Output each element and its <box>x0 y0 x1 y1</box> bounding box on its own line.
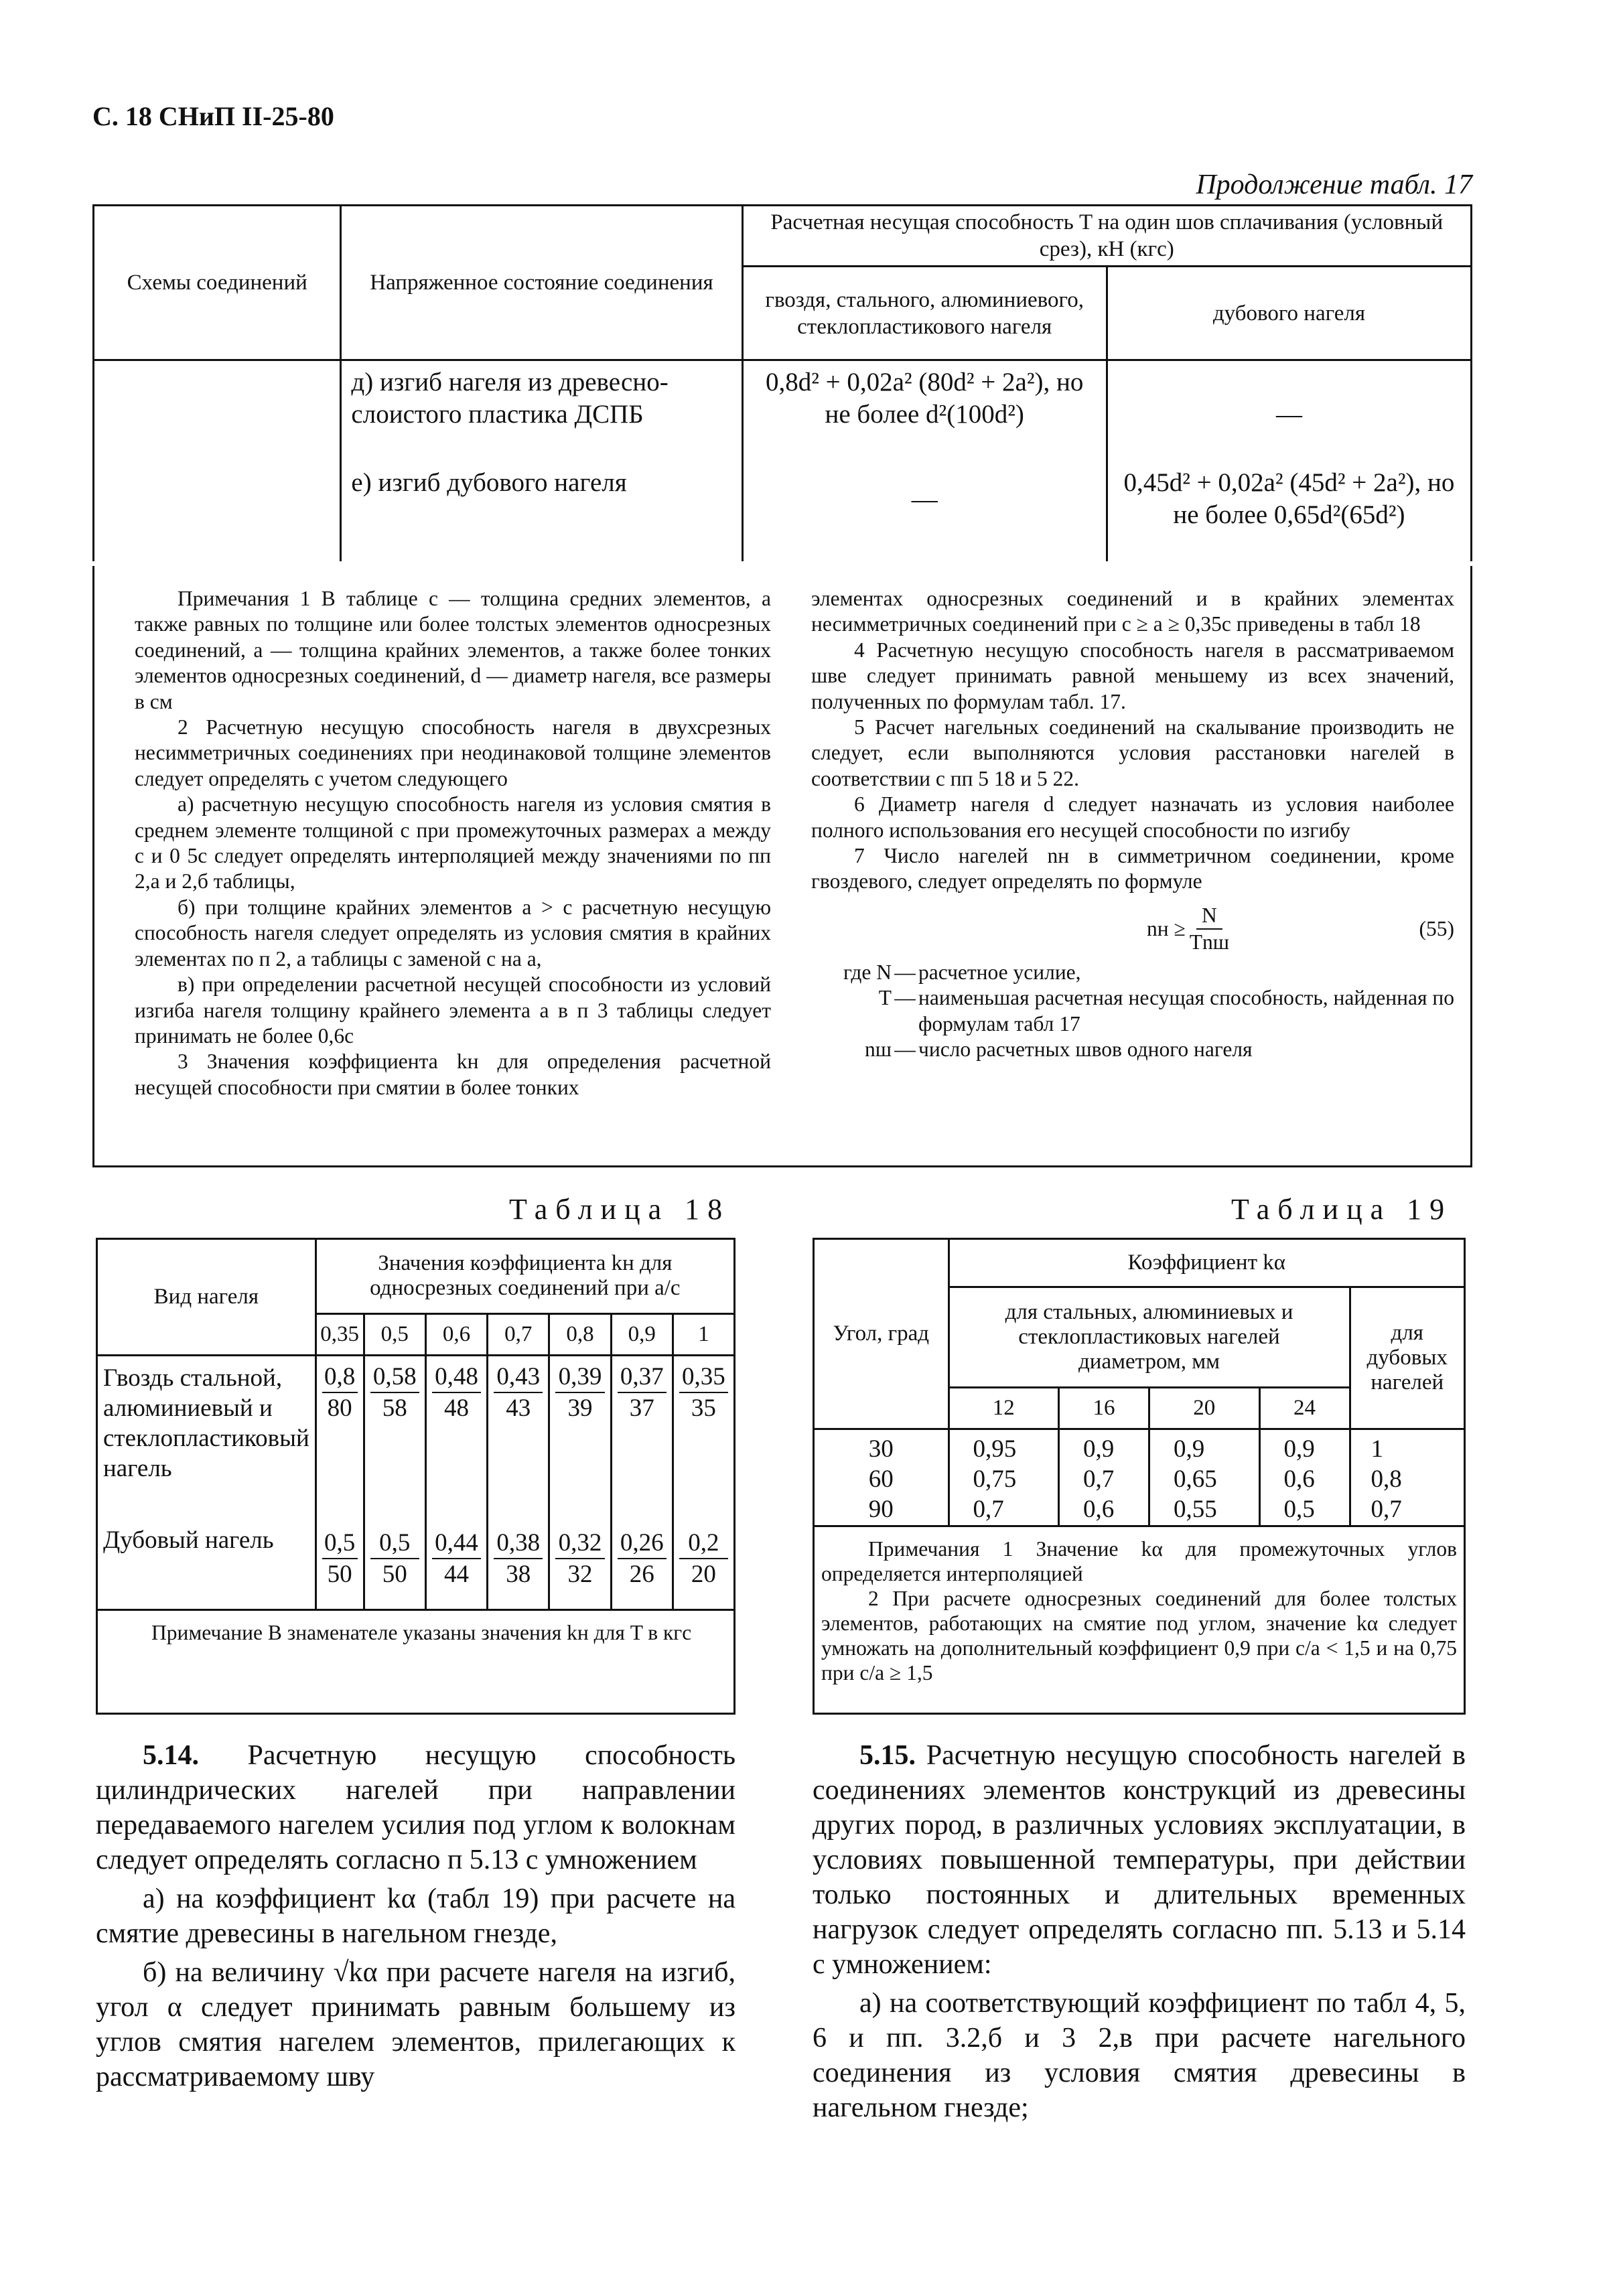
note-2: 2 Расчетную несущую способность нагеля в двухсрезных несимметричных соединениях при неодинаковой толщине элементов следует определять с учетом следующего <box>135 715 771 790</box>
row-d-nail: 0,8d² + 0,02a² (80d² + 2a²), но не более d²(100d²) <box>765 368 1084 429</box>
t18-col-group: Значения коэффициента kн для односрезных соединений при a/c <box>315 1240 733 1313</box>
t18-denominator: 50 <box>327 1561 352 1588</box>
note-3-cont: элементах односрезных соединений и в крайних элементах несимметричных соединений при c ≥ a ≥ 0,35c приведены в табл 18 <box>811 587 1454 636</box>
col-header-oak: дубового нагеля <box>1107 267 1471 360</box>
t18-denominator: 37 <box>629 1394 654 1422</box>
section-number: 5.15. <box>859 1740 916 1771</box>
t18-fraction-cell <box>611 1355 673 1522</box>
formula-fraction <box>1190 903 1229 956</box>
t19-value: 0,8 <box>1371 1465 1402 1493</box>
table-continuation-label: Продолжение табл. 17 <box>1196 169 1472 200</box>
t19-angle: 90 <box>868 1495 894 1523</box>
section-5-15-intro: Расчетную несущую способность нагелей в соединениях элементов конструкций из древесины других пород, в различных условиях эксплуатации, в условиях повышенной температуры, при действии только постоянных и длительных временных нагрузок следует определять согласно пп. 5.13 и 5.14 с умножением: <box>813 1740 1466 1980</box>
t18-fraction-cell <box>549 1355 611 1522</box>
formula-number: (55) <box>1419 917 1454 941</box>
t18-denominator: 48 <box>443 1394 469 1422</box>
t19-value: 0,95 <box>973 1435 1017 1463</box>
t18-fraction-cell <box>315 1355 364 1522</box>
section-5-15-a: а) на соответствующий коэффициент по табл 4, 5, 6 и пп. 3.2,б и 3 2,в при расчете нагельного соединения из условия смятия древесины в нагельном гнезде; <box>813 1988 1466 2123</box>
t18-numerator: 0,58 <box>370 1362 419 1393</box>
t18-fraction-cell <box>488 1522 549 1609</box>
t18-numerator: 0,2 <box>679 1528 728 1559</box>
row-d-state: д) изгиб нагеля из древесно-слоистого пластика ДСПБ <box>351 368 669 429</box>
t18-ratio: 0,6 <box>425 1313 487 1355</box>
t19-col <box>949 1429 1059 1526</box>
legend-def: наименьшая расчетная несущая способность, найденная по формулам табл 17 <box>918 986 1454 1035</box>
t19-diam: 16 <box>1059 1387 1149 1429</box>
note-7: 7 Число нагелей nн в симметричном соединении, кроме гвоздевого, следует определять по формуле <box>811 844 1454 893</box>
stress-state-cell <box>341 360 742 561</box>
col-header-schemes: Схемы соединений <box>94 206 341 360</box>
col-header-capacity: Расчетная несущая способность T на один шов сплачивания (условный срез), кН (кгс) <box>742 206 1472 267</box>
table-18 <box>96 1238 735 1715</box>
section-number: 5.14. <box>143 1740 199 1771</box>
t18-fraction-cell <box>364 1355 425 1522</box>
legend-symbol: nш <box>864 1037 892 1061</box>
t18-denominator: 20 <box>691 1561 716 1588</box>
section-5-15 <box>813 1738 1466 2125</box>
table-18-caption: Таблица 18 <box>509 1193 731 1226</box>
t18-ratio: 0,35 <box>315 1313 364 1355</box>
t18-denominator: 26 <box>629 1561 654 1588</box>
t19-value: 0,9 <box>1083 1435 1115 1463</box>
nail-capacity-cell <box>742 360 1107 561</box>
t19-value: 0,7 <box>1371 1495 1402 1523</box>
table-19-caption: Таблица 19 <box>1231 1193 1453 1226</box>
table-19 <box>813 1238 1466 1715</box>
t18-row-name: Дубовый нагель <box>98 1522 315 1609</box>
t19-note-2: 2 При расчете односрезных соединений для более толстых элементов, работающих на смятие под углом, значение kα следует умножать на дополнительный коэффициент 0,9 при c/a < 1,5 и на 0,75 при c/a ≥ 1,5 <box>821 1586 1457 1684</box>
t18-col-type: Вид нагеля <box>98 1240 315 1355</box>
t19-value: 0,9 <box>1283 1435 1315 1463</box>
oak-capacity-cell <box>1107 360 1471 561</box>
t18-fraction-cell <box>425 1522 487 1609</box>
t18-fraction-cell <box>488 1355 549 1522</box>
formula-legend: где N — расчетное усилие, T — наименьшая расчетная несущая способность, найденная по формулам табл 17 nш — число расчетных швов одного нагеля <box>811 960 1454 1063</box>
t19-value: 0,55 <box>1173 1495 1217 1523</box>
formula-denominator: Tnш <box>1189 930 1229 954</box>
note-6: 6 Диаметр нагеля d следует назначать из условия наиболее полного использования его несущей способности по изгибу <box>811 792 1454 842</box>
schemes-cell <box>94 360 341 561</box>
formula-lhs: nн ≥ <box>1146 917 1186 941</box>
notes-left-column <box>135 586 771 1100</box>
t19-col-group: Коэффициент kα <box>949 1240 1464 1287</box>
t19-angle: 30 <box>868 1435 894 1463</box>
t18-denominator: 39 <box>567 1394 593 1422</box>
t19-value: 0,5 <box>1283 1495 1315 1523</box>
t19-angles <box>815 1429 949 1526</box>
t18-numerator: 0,32 <box>555 1528 604 1559</box>
section-5-14-a: а) на коэффициент kα (табл 19) при расчете на смятие древесины в нагельном гнезде, <box>96 1883 735 1949</box>
notes-right-column <box>811 586 1454 1062</box>
formula-numerator: N <box>1196 903 1222 930</box>
t18-numerator: 0,38 <box>494 1528 543 1559</box>
t18-fraction-cell <box>673 1522 733 1609</box>
t18-numerator: 0,48 <box>432 1362 481 1393</box>
t18-numerator: 0,37 <box>618 1362 667 1393</box>
legend-def: расчетное усилие, <box>918 960 1081 984</box>
t18-ratio: 0,8 <box>549 1313 611 1355</box>
t19-angle: 60 <box>868 1465 894 1493</box>
t18-numerator: 0,35 <box>679 1362 728 1393</box>
t19-value: 0,65 <box>1173 1465 1217 1493</box>
t19-value: 0,75 <box>973 1465 1017 1493</box>
t19-value: 0,7 <box>1083 1465 1115 1493</box>
note-3: 3 Значения коэффициента kн для определения расчетной несущей способности при смятии в более тонких <box>135 1050 771 1099</box>
t19-col-steel: для стальных, алюминиевых и стеклопластиковых нагелей диаметром, мм <box>949 1287 1350 1387</box>
note-1: Примечания 1 В таблице c — толщина средних элементов, а также равных по толщине или более толстых элементов односрезных соединений, a — толщина крайних элементов, а также более тонких элементов односрезных соединений, d — диаметр нагеля, все размеры в см <box>135 587 771 713</box>
t18-denominator: 35 <box>691 1394 716 1422</box>
t19-col-angle: Угол, град <box>815 1240 949 1429</box>
row-e-oak: 0,45d² + 0,02a² (45d² + 2a²), но не более 0,65d²(65d²) <box>1123 468 1455 529</box>
t18-ratio: 0,9 <box>611 1313 673 1355</box>
t18-numerator: 0,43 <box>494 1362 543 1393</box>
t18-numerator: 0,44 <box>432 1528 481 1559</box>
legend-symbol: где N <box>843 960 892 984</box>
t18-denominator: 38 <box>506 1561 531 1588</box>
t18-ratio: 0,7 <box>488 1313 549 1355</box>
t19-value: 0,9 <box>1173 1435 1205 1463</box>
t19-diam: 20 <box>1149 1387 1259 1429</box>
t19-diam: 12 <box>949 1387 1059 1429</box>
t18-denominator: 50 <box>382 1561 407 1588</box>
table-row <box>98 1522 733 1609</box>
col-header-nail-steel: гвоздя, стального, алюминиевого, стеклопластикового нагеля <box>742 267 1107 360</box>
t18-fraction-cell <box>364 1522 425 1609</box>
table-17 <box>92 204 1472 561</box>
t18-numerator: 0,5 <box>322 1528 358 1559</box>
t18-denominator: 32 <box>567 1561 593 1588</box>
legend-symbol: T <box>878 986 892 1010</box>
section-5-14-intro: Расчетную несущую способность цилиндрических нагелей при направлении передаваемого нагелем усилия под углом к волокнам следует определять согласно п 5.13 с умножением <box>96 1740 735 1875</box>
table-17-notes <box>92 566 1472 1167</box>
t19-values <box>815 1429 1464 1526</box>
page-header: С. 18 СНиП II-25-80 <box>92 101 334 131</box>
t19-col-oak-values <box>1350 1429 1464 1526</box>
section-5-14 <box>96 1738 735 2094</box>
t18-numerator: 0,5 <box>370 1528 419 1559</box>
t19-col <box>1059 1429 1149 1526</box>
section-5-14-b: б) на величину √kα при расчете нагеля на изгиб, угол α следует принимать равным большему из углов смятия нагелем элементов, прилегающих к рассматриваемому шву <box>96 1957 735 2092</box>
t19-col <box>1149 1429 1259 1526</box>
t18-denominator: 58 <box>382 1394 407 1422</box>
t18-denominator: 80 <box>327 1394 352 1422</box>
t18-numerator: 0,39 <box>555 1362 604 1393</box>
t19-col <box>1259 1429 1350 1526</box>
col-header-stress-state: Напряженное состояние соединения <box>341 206 742 360</box>
t18-denominator: 43 <box>506 1394 531 1422</box>
t18-fraction-cell <box>315 1522 364 1609</box>
t19-value: 1 <box>1371 1435 1383 1463</box>
t18-fraction-cell <box>549 1522 611 1609</box>
note-2c: в) при определении расчетной несущей способности из условий изгиба нагеля толщину крайнего элемента a в п 3 таблицы следует принимать не более 0,6c <box>135 973 771 1048</box>
table-row <box>98 1355 733 1522</box>
row-d-oak: — <box>1275 400 1302 429</box>
t19-value: 0,6 <box>1083 1495 1115 1523</box>
t18-note: Примечание В знаменателе указаны значения kн для T в кгс <box>98 1609 733 1654</box>
t18-numerator: 0,26 <box>618 1528 667 1559</box>
note-2b: б) при толщине крайних элементов a > c расчетную несущую способность нагеля следует определять из условия смятия в крайних элементах по п 2, а таблицы с заменой c на a, <box>135 895 771 971</box>
t18-fraction-cell <box>673 1355 733 1522</box>
t19-note-1: Примечания 1 Значение kα для промежуточных углов определяется интерполяцией <box>821 1536 1457 1585</box>
t18-numerator: 0,8 <box>322 1362 358 1393</box>
t18-row-name: Гвоздь стальной, алюминиевый и стеклопластиковый нагель <box>98 1355 315 1522</box>
row-e-nail: — <box>911 485 938 514</box>
t18-fraction-cell <box>611 1522 673 1609</box>
t19-col-oak: для дубовых нагелей <box>1350 1287 1464 1429</box>
note-5: 5 Расчет нагельных соединений на скалывание производить не следует, если выполняются условия расстановки нагелей в соответствии с пп 5 18 и 5 22. <box>811 715 1454 790</box>
t19-value: 0,7 <box>973 1495 1004 1523</box>
legend-def: число расчетных швов одного нагеля <box>918 1037 1253 1061</box>
formula-55 <box>811 903 1454 956</box>
t18-denominator: 44 <box>443 1561 469 1588</box>
t18-ratio: 1 <box>673 1313 733 1355</box>
t18-ratio: 0,5 <box>364 1313 425 1355</box>
t18-fraction-cell <box>425 1355 487 1522</box>
note-2a: а) расчетную несущую способность нагеля из условия смятия в среднем элементе толщиной c при промежуточных размерах a между c и 0 5c следует определять интерполяцией между значениями по пп 2,а и 2,б таблицы, <box>135 792 771 893</box>
note-4: 4 Расчетную несущую способность нагеля в рассматриваемом шве следует принимать равной меньшему из всех значений, полученных по формулам табл. 17. <box>811 638 1454 713</box>
t19-notes <box>815 1526 1464 1695</box>
t19-value: 0,6 <box>1283 1465 1315 1493</box>
row-e-state: е) изгиб дубового нагеля <box>351 468 627 497</box>
t19-diam: 24 <box>1259 1387 1350 1429</box>
